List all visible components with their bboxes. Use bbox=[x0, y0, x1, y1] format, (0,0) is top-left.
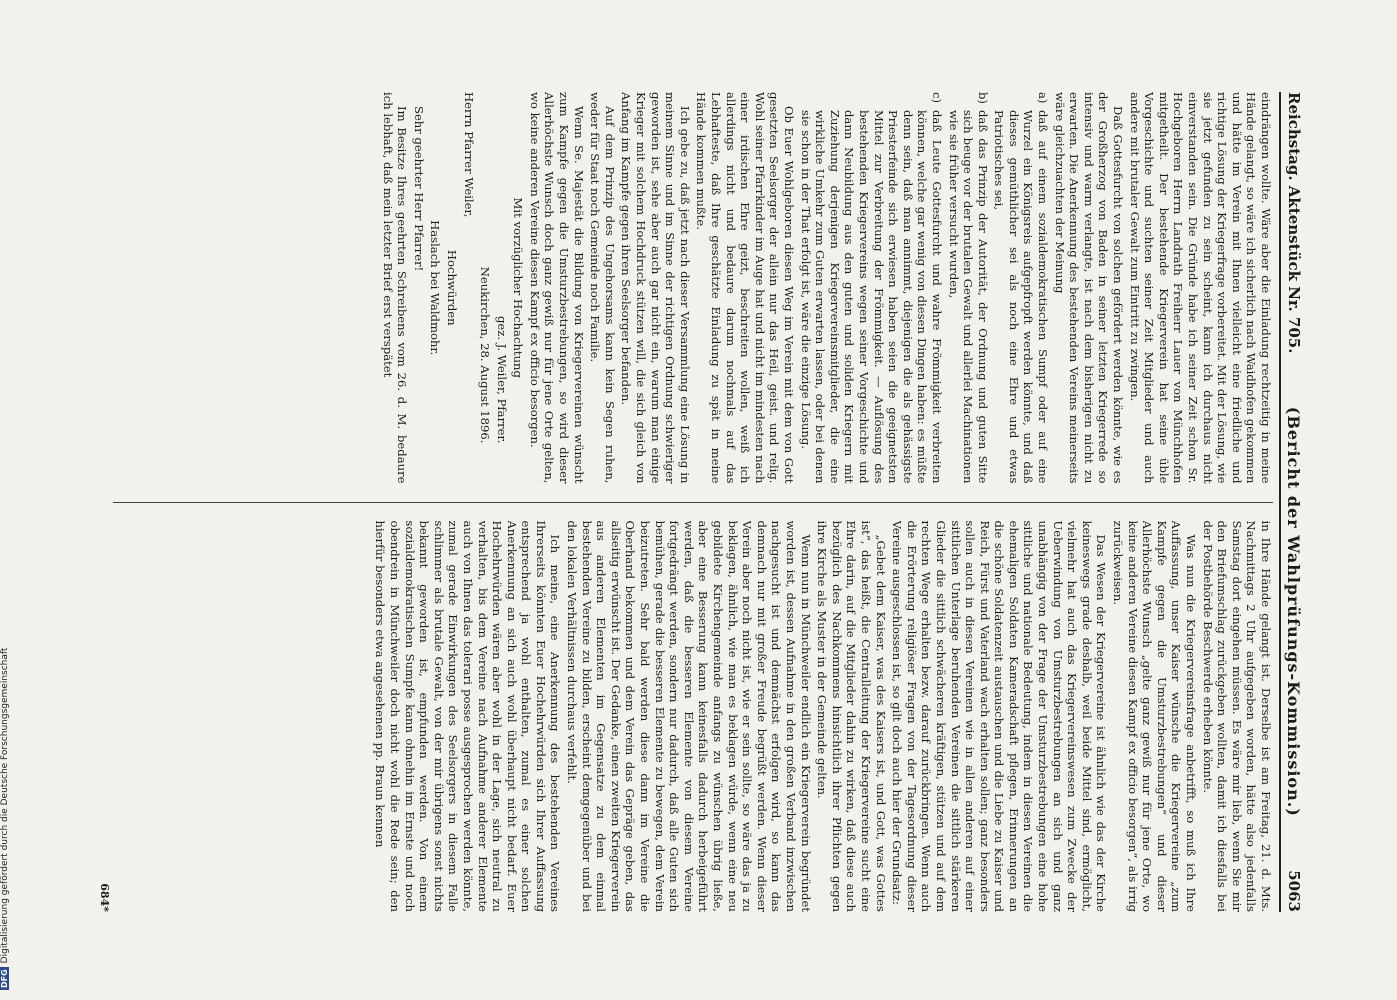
page-body bbox=[97, 92, 1307, 912]
list-marker: c) bbox=[929, 92, 944, 104]
paragraph: Neukirchen, 28. August 1896. bbox=[478, 266, 493, 444]
list-item bbox=[992, 92, 1050, 484]
paragraph: Haslach bei Waldmohr. bbox=[428, 220, 443, 356]
paragraph: Ob Euer Wohlgeboren diesen Weg im Verein mit dem von Gott gesetzten Seelsorger der allein nur das Heil, geist. und relig. Wohl seiner Pfarrkinder im Auge hat und nicht im mindesten nach einer irdischen Ehre geizt, beschreiten wollen, weiß ich allerdings nicht und bedaure darum nochmals auf das Lebhafteste, daß Ihre geschätzte Einladung zu spät in meine Hände kommen mußte. bbox=[694, 92, 796, 484]
side-note-text: Digitalisierung gefördert durch die Deutsche Forschungsgemeinschaft bbox=[0, 647, 10, 964]
paragraph: „Gebet dem Kaiser, was des Kaisers ist, und Gott, was Gottes ist“, das heißt, die Centralleitung der Kriegervereine sucht eine Ehre darin, auf die Mitglieder dahin zu wirken, daß diese auch bezüglich des Nachkommens hinsichtlich ihrer Pflichten gegen ihre Kirche als Muster in der Gemeinde gelten. bbox=[815, 520, 888, 912]
paragraph: Wenn nun in Münchweiler endlich ein Kriegerverein begründet worden ist, dessen Aufnahme in den großen Verband inzwischen nachgesucht ist und demnächst erfolgen wird, so kann das demnach nur mit großer Freude begrüßt werden. Wenn dieser Verein aber noch nicht ist, wie er sein sollte, so wäre das ja zu beklagen, ähnlich, wie man es beklagen würde, wenn eine neu gebildete Kirchengemeinde anfangs zu wünschen übrig ließe, aber eine Besserung kann keinesfalls dadurch herbeigeführt werden, daß die besseren Elemente von diesem Vereine fortgedrängt werden, sondern nur dadurch, daß alle Guten sich bemühen, gerade die besseren Elemente zu bewegen, dem Verein beizutreten. Sehr bald werden diese dann im Vereine die Oberhand bekommen und dem Verein das Gepräge geben, das allseitig erwünscht ist. Der Gedanke, einen zweiten Kriegerverein aus anderen Elementen im Gegensatze zu dem einmal bestehenden Vereine zu bilden, erscheint demgegenüber und bei den lokalen Verhältnissen durchaus verfehlt. bbox=[565, 520, 813, 912]
paragraph: Was nun die Kriegervereinsfrage anbetrifft, so muß ich Ihre Auffassung, unser Kaiser wünsche die Kriegervereine „zum Kampfe gegen die Umsturzbestrebungen“ und dieser Allerhöchste Wunsch „gelte ganz gewiß nur für jene Orte, wo keine anderen Vereine diesen Kampf ex officio besorgen“, als irrig zurückweisen. bbox=[1111, 520, 1199, 912]
right-column bbox=[113, 521, 1273, 913]
page-header bbox=[1279, 92, 1307, 912]
left-column bbox=[113, 92, 1273, 484]
list-item bbox=[798, 92, 944, 484]
paragraph: Ich gebe zu, daß jetzt nach dieser Versammlung eine Lösung in meinem Sinne und im Sinne der richtigen Ordnung schwieriger geworden ist, sehe aber auch gar nicht ein, warum man einige Krieger mit solchem Hochdruck stützen will, die sich gleich von Anfang im Kampfe gegen ihren Seelsorger befanden. bbox=[619, 92, 692, 484]
paragraph: in Ihre Hände gelangt ist. Derselbe ist am Freitag, 21. d. Mts. Nachmittags 2 Uhr aufgegeben worden, hätte also jedenfalls Samstag dort eingehen müssen. Es wäre mir lieb, wenn Sie mir den Briefumschlag zurückgeben wollten, damit ich diesfalls bei der Postbehörde Beschwerde erheben könnte. bbox=[1200, 520, 1273, 912]
text-columns bbox=[113, 92, 1273, 912]
header-left: Reichstag. Aktenstück Nr. 705. bbox=[1285, 92, 1303, 354]
paragraph: Im Besitze Ihres geehrten Schreibens vom 26. d. M. bedaure ich lebhaft, daß mein letzter Brief erst verspätet bbox=[380, 92, 410, 484]
paragraph: Ich meine, eine Anerkennung des bestehenden Vereines Ihrerseits könnten Euer Hochehrwürden sich Ihrer Auffassung entsprechend ja wohl enthalten, zumal es einer solchen Anerkennung an sich auch wohl überhaupt nicht bedarf. Euer Hochehrwürden wären aber wohl in der Lage, sich neutral zu verhalten, bis dem Vereine nach Aufnahme anderer Elemente auch von Ihnen das tolerari posse ausgesprochen werden könnte, zumal gerade Einwirkungen des Seelsorgers in diesem Falle schlimmer als brutale Gewalt, von der mir übrigens sonst nichts bekannt geworden ist, empfunden werden. Von einem sozialdemokratischen Sumpfe kann ohnehin im Ernste und noch obendrein in Münchweiler doch nicht wohl die Rede sein; den hierfür besonders etwa angesehenen pp. Braun kennen bbox=[373, 520, 563, 912]
paragraph: eindrängen wollte. Wäre aber die Einladung rechtzeitig in meine Hände gelangt, so wäre ich sicherlich nach Waidhofen gekommen und hätte im Verein mit Ihnen vielleicht eine friedliche und richtige Lösung der Kriegerfrage vorbereitet. Mit der Lösung, wie sie jetzt gefunden zu sein scheint, kann ich durchaus nicht einverstanden sein. Die Gründe habe ich seiner Zeit schon Sr. Hochgeboren Herrn Landrath Freiherr Lauer von Münchhofen mitgetheilt. Der bestehende Kriegerverein hat seine üble Vorgeschichte und suchten seiner Zeit Mitglieder und auch andere mit brutaler Gewalt zum Eintritt zu zwingen. bbox=[1127, 92, 1273, 484]
paragraph: Hochwürden bbox=[444, 249, 459, 326]
paragraph: Auf dem Prinzip des Ungehorsams kann kein Segen ruhen, weder für Staat noch Gemeinde noch Familie. bbox=[588, 92, 617, 484]
side-note bbox=[0, 0, 12, 990]
sheet-signature: 684* bbox=[98, 883, 111, 912]
list-item-text: daß auf einem sozialdemokratischen Sumpf oder auf eine Wurzel ein Königsreis aufgepfropft werden könnte, und daß dieses gemüthlicher sei als noch eine Ehre und etwas Patriotisches sei, bbox=[992, 110, 1051, 484]
list-marker: a) bbox=[1036, 92, 1051, 104]
paragraph: Wenn Se. Majestät die Bildung von Kriegervereinen wünscht zum Kampfe gegen die Umsturzbestrebungen, so wird dieser Allerhöchste Wunsch doch ganz gewiß nur für jene Orte gelten, wo keine anderen Vereine diesen Kampf ex officio besorgen. bbox=[527, 92, 586, 484]
list-item-text: daß Leute Gottesfurcht und wahre Frömmigkeit verbreiten können, welche gar wenig von diesen Dingen haben: es müßte denn sein, daß man annimmt, diejenigen die als gehässigste Priesterfeinde sich erwiesen haben seien die geeignetsten Mittel zur Verbreitung der Frömmigkeit. — Auflösung des bestehenden Kriegervereins wegen seiner Vorgeschichte und dann Neubildung aus den guten und soliden Kriegern mit Zuziehung derjenigen Kriegervereinsmitglieder, die eine wirkliche Umkehr zum Guten erwarten lassen, oder bei denen sie schon in der That erfolgt ist, wäre die einzige Lösung. bbox=[798, 110, 944, 484]
list-item-text: daß das Prinzip der Autorität, der Ordnung und guten Sitte sich beuge vor der brutalen Gewalt und allerlei Machinationen wie sie früher versucht wurden, bbox=[946, 110, 990, 484]
list-marker: b) bbox=[975, 92, 990, 104]
page-number: 5063 bbox=[1285, 870, 1303, 912]
header-center: (Bericht der Wahlprüfungs-Kommission.) bbox=[1284, 406, 1304, 817]
paragraph: Mit vorzüglicher Hochachtung bbox=[511, 197, 526, 378]
paragraph: Das Wesen der Kriegervereine ist ähnlich wie das der Kirche keineswegs grade deshalb, weil beide Mittel sind, ermöglicht, vielmehr hat auch das Kriegervereinswesen zum Zwecke der Ueberwindung von Umsturzbestrebungen an sich und ganz unabhängig von der Frage der Umsturzbestrebungen eine hohe sittliche und nationale Bedeutung, indem in diesen Vereinen die ehemaligen Soldaten Kameradschaft pflegen, Erinnerungen an die schöne Soldatenzeit austauschen und die Liebe zu Kaiser und Reich, Fürst und Vaterland wach erhalten sollen; ganz besonders sollen auch in diesen Vereinen wie in allen anderen auf einer sittlichen Unterlage beruhenden Vereinen die sittlich stärkeren Glieder die sittlich schwächeren kräftigen, stützen und auf dem rechten Wege erhalten bezw. darauf zurückbringen. Wenn auch die Erörterung religiöser Fragen von der Tagesordnung dieser Vereine ausgeschlossen ist, so gilt doch auch hier der Grundsatz: bbox=[890, 520, 1109, 912]
paragraph: Daß Gottesfurcht von solchen gefördert werden könnte, wie es der Großherzog von Baden in seiner letzten Kriegerrede so intensiv und warm verlangte, ist nach dem bisherigen nicht zu erwarten. Die Anerkennung des bestehenden Vereins meinerseits wäre gleichzuachten der Meinung bbox=[1052, 92, 1126, 484]
paragraph: Herrn Pfarrer Weiler, bbox=[461, 92, 476, 218]
paragraph: Sehr geehrter Herr Pfarrer! bbox=[411, 106, 426, 272]
dfg-logo: DFG bbox=[0, 969, 9, 988]
list-item bbox=[946, 92, 990, 484]
paragraph: gez. J. Weiler, Pfarrer. bbox=[494, 315, 509, 444]
column-divider bbox=[113, 502, 1273, 503]
